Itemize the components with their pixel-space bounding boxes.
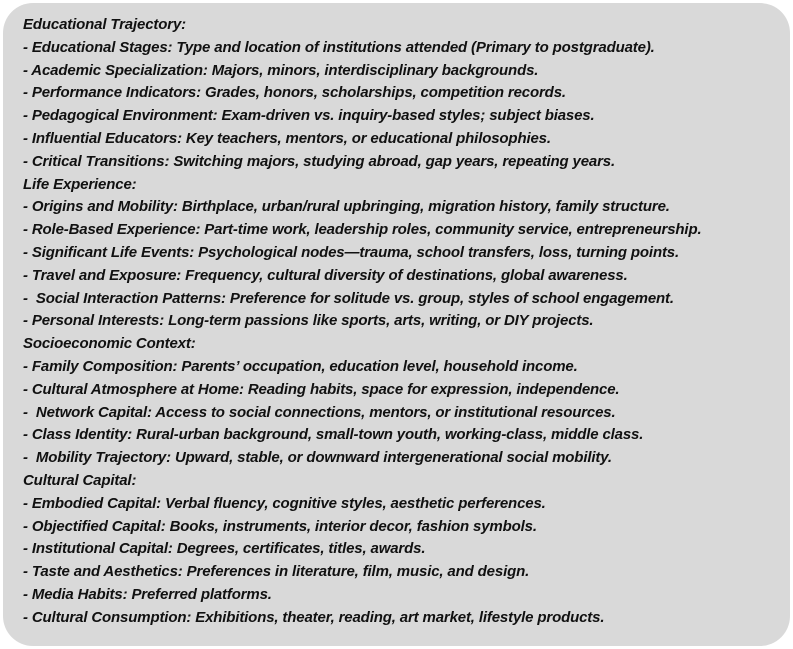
list-item: - Mobility Trajectory: Upward, stable, or downward intergenerational social mobility. <box>23 449 612 467</box>
list-item: - Taste and Aesthetics: Preferences in literature, film, music, and design. <box>23 563 530 581</box>
list-item: - Travel and Exposure: Frequency, cultural diversity of destinations, global awareness. <box>23 266 628 284</box>
list-item: - Cultural Atmosphere at Home: Reading habits, space for expression, independence. <box>23 380 620 398</box>
list-item: - Origins and Mobility: Birthplace, urban/rural upbringing, migration history, family structure. <box>23 198 670 216</box>
section-heading-educational-trajectory: Educational Trajectory: <box>23 16 186 33</box>
list-item: - Network Capital: Access to social connections, mentors, or institutional resources. <box>23 403 616 421</box>
section-heading-life-experience: Life Experience: <box>23 175 137 193</box>
list-item: - Objectified Capital: Books, instruments, interior decor, fashion symbols. <box>23 517 537 535</box>
content-card <box>3 3 790 646</box>
list-item: - Critical Transitions: Switching majors, studying abroad, gap years, repeating years. <box>23 152 615 170</box>
list-item: - Institutional Capital: Degrees, certificates, titles, awards. <box>23 540 426 558</box>
list-item: - Personal Interests: Long-term passions like sports, arts, writing, or DIY projects. <box>23 312 594 330</box>
list-item: - Academic Specialization: Majors, minors, interdisciplinary backgrounds. <box>23 61 539 79</box>
list-item: - Significant Life Events: Psychological nodes—trauma, school transfers, loss, turning points. <box>23 243 680 261</box>
list-item: - Social Interaction Patterns: Preference for solitude vs. group, styles of school engagement. <box>23 289 674 307</box>
list-item: - Role-Based Experience: Part-time work, leadership roles, community service, entrepreneurship. <box>23 221 702 239</box>
list-item: - Influential Educators: Key teachers, mentors, or educational philosophies. <box>23 129 551 147</box>
list-item: - Educational Stages: Type and location of institutions attended (Primary to postgraduate). <box>23 38 655 56</box>
section-heading-cultural-capital: Cultural Capital: <box>23 471 137 489</box>
list-item: - Performance Indicators: Grades, honors, scholarships, competition records. <box>23 84 566 102</box>
list-item: - Family Composition: Parents’ occupation, education level, household income. <box>23 357 578 375</box>
section-heading-socioeconomic-context: Socioeconomic Context: <box>23 335 196 353</box>
list-item: - Media Habits: Preferred platforms. <box>23 585 272 603</box>
list-item: - Class Identity: Rural-urban background, small-town youth, working-class, middle class. <box>23 426 644 444</box>
list-item: - Embodied Capital: Verbal fluency, cognitive styles, aesthetic perferences. <box>23 494 546 512</box>
list-item: - Cultural Consumption: Exhibitions, theater, reading, art market, lifestyle products. <box>23 608 605 626</box>
list-item: - Pedagogical Environment: Exam-driven vs. inquiry-based styles; subject biases. <box>23 107 595 125</box>
